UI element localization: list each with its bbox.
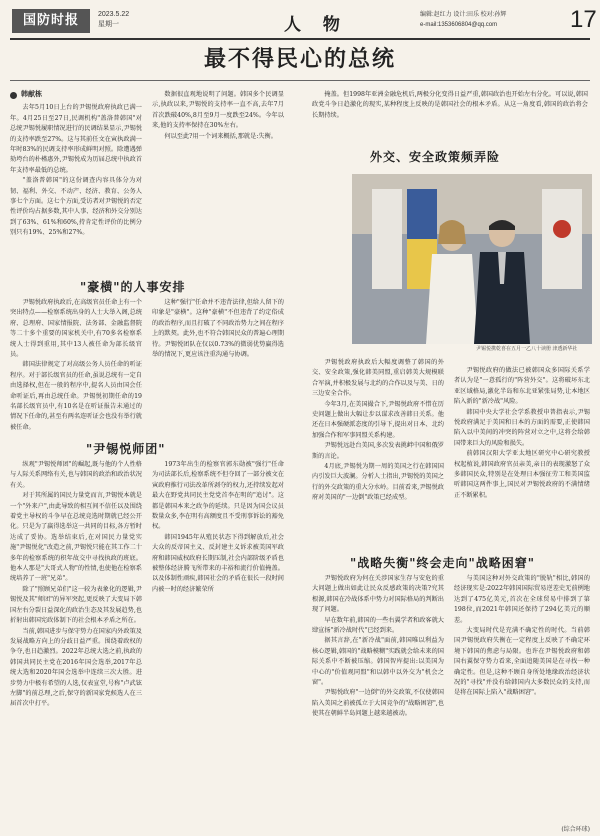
division-paragraph: 除了"照顾兄弟们"这一较为表象化的逻辑,尹锡悦及其"师团"的异军突起,更反映了大变局下韩国左右分裂日益深化的政治生态及其发展趋势,也折射出韩国宪政体制下的社会根本矛盾之所在。 [10,585,142,625]
division-paragraph: 韩国1945年从殖民状态下得到解放后,社会大众的反帝国主义、反封建主义诉求被美国军政府和韩国威权政府长期压制,社会内部阶级矛盾也被整体经济腾飞所带来的丰裕和流行价值掩盖。以及体制性顽疾,韩国社会的矛盾在很长一段时间内被一时的经济繁荣所 [152,533,284,593]
personnel-paragraph: 这种"强行"任命并不违背法律,但给人留下的印象是"豪横"。这种"豪横"不但违背了约定俗成的政治程序,而且打破了不同政治势力之间在程序上的默契。此外,也不符合韩国民众的普遍心理期待。尹锡悦团队在仅以0.73%的微弱优势赢得选举的情况下,更应该注重沟通与协调。 [152,299,284,359]
strategy-paragraph: 与美国这种对外交政策的"脱轨"相比,韩国的经济现实是:2022年韩国国际贸易逆差史无前例地达到了475亿美元,首次在全球贸易中排到了第198位,而2021年韩国还保持了294亿美元的顺差。 [454,575,590,624]
photo-caption: 尹锡悦携乾喜在五月一乙八十读册 津透新华社 [476,346,578,352]
masthead [10,6,597,40]
personnel-column-2 [152,298,284,418]
intro-paragraph: "盖洛普韩国"的这份调查内容具体分为对韧、福利、外交、不动产、经济、教育、公务人事七个方面。这七个方面,受访者对尹锡悦的否定性评价均占据多数,其中人事、经济和外交分别达到了63%、61%和60%,持肯定性评价的比例分别只有19%、25%和27%。 [10,177,142,237]
personnel-paragraph: 尹锡悦政府执政后,在高级官员任命上有一个突出特点——检察系统出身的人士大举入阁,总统府、总理府、国家情报院、法务部、金融监督院等二十多个重要的国家机关中,有70多名检察系统人士得到重用,其中13人被任命为部长级官员。 [10,299,142,359]
photo-illustration [352,174,592,344]
page-number: 17 [570,6,597,33]
division-paragraph: 当前,韩国进步与保守势力在国家内外政策及发展战略方向上的分歧日益严重。围绕着政权的争夺,也日趋激烈。2022年总统大选之前,执政的韩国共同民主党在2016年国会选举,2017年总统大选和2020年国会选举中连续三次大胜。进步势力中极有希望的人选,仅表宣堂,号称"卢武铉左脚"的前总理,之后,保守的新国家党候选人在三届首次中打平。 [10,627,142,708]
strategy-column-2 [454,574,590,822]
division-paragraph: 1973年出生的检察官郭东勋被"强行"任命为司法部长后,检察系统不但夺回了一部分被文在寅政府推行司法改革所剥夺的权力,还持续发起对最大在野党共同民主党党首李在明的"追讨"。这都是韩国本来之政争的延续。只是因为国会议员数量众多,李在明有高额度且不受刑事诉讼的豁免权。 [152,461,284,531]
strategy-paragraph: 早在数年前,韩国的一些右翼学者和政客就大肆宣扬"新冷战时代"已经到来。 [312,616,444,635]
division-paragraph: 对于其所属的国民力量党而言,尹锡悦本就是一个"外来户",由此导致的相互间不信任以及围绕着党主导权的斗争早在总统竞选时期就已经公开化。只是为了赢得选举这一共同的目标,各方暂时达成了妥协。选举结束后,在对国民力量党实施"尹锡悦化"改造之前,尹锡悦只能在其工作二十多年的检察系统的积年故交中寻找执政的班底。他本人那是"大哥式人物"的性情,也使他在检察系统培养了一班"兄弟"。 [10,492,142,583]
personnel-column-1 [10,298,142,431]
division-column-2 [152,460,284,826]
strategy-paragraph: 尹锡悦政府"一边倒"的外交政策,不仅使韩国陷入美国之前被孤立于大国竞争的"战略困窘",也使其在朝鲜半岛问题上越来越被动。 [312,689,444,718]
diplomacy-paragraph: 今年3月,在美国撮合下,尹锡悦政府不惜在历史问题上做出大幅让步以谋求改善韩日关系。他还在日本强硬派态度的引导下,提出对日本、北约加强合作和军事同盟关系构建。 [312,400,444,439]
strategy-paragraph: 据其言辞,在"新冷战"面前,韩国唯以利益为核心逻辑,韩国的"战略模糊"实践就会给未来的国际关系中不断被压缩。韩国智库提出:以美国为中心的"价值观同盟"和以韩中以外交为"机会之窗"。 [312,637,444,687]
editors-line: 编辑:赵红力 设计:田乐 校对:孙辉 [420,12,507,18]
division-paragraph: 纵观"尹锡悦师团"的崛起,既与他的个人性格与人际关系网络有关,也与韩国的政治和政治状况有关。 [10,461,142,489]
intro-paragraph: 去年5月10日上台的尹锡悦政府执政已满一年。4月25日至27日,民调机构"盖洛普韩国"对总统尹锡悦履职情况进行的民调结果显示,尹锡悦的支持率跌至27%。这与其前任文在寅执政满一年时83%的民调支持率形成鲜明对照。除遭遇弹劾垮台的朴槿惠外,尹锡悦成为历届总统中执政首年支持率最低的总统。 [10,104,142,174]
diplomacy-paragraph: 尹锡悦远赴台美国,多次发表挑衅中国和俄罗斯的言论。 [312,442,444,460]
section-heading-strategy: "战略失衡"终会走向"战略困窘" [350,556,536,570]
section-heading-division: "尹锡悦师团" [86,442,166,456]
date-text: 2023.5.22 [98,11,130,18]
personnel-paragraph: 韩国法律规定了对高级公务人员任命的听证程序。对于部长级官员的任命,虽说总统有一定自由选择权,但在一般的程序中,提名人员由国会任命听证后,再由总统任命。尹锡悦初期任命的19名部长级官员中,有10名是在听证报告未通过的情况下任命的,甚至有两名连听证会也没有举行就被任命。 [10,361,142,431]
division-column-1 [10,460,142,826]
source-footer: (综合环球) [561,826,590,833]
headline-divider [10,80,590,81]
byline [10,90,142,100]
weekday-text: 星期一 [98,21,119,28]
intro-paragraph: 何以至此?用一个词来概括,那就是:失衡。 [164,132,277,140]
diplomacy-column-2 [454,366,590,548]
issue-date [98,10,129,30]
diplomacy-paragraph: 4月底,尹锡悦为期一周的美国之行在韩国国内引发巨大波澜。分析人士指出,尹锡悦的美国之行的外交政策的重大分水岭。目前看来,尹锡悦政府对美国的"一边倒"政策已经成型。 [312,463,444,502]
intro-column-1 [10,90,142,260]
main-headline: 最不得民心的总统 [203,47,396,72]
section-heading-personnel: "豪横"的人事安排 [80,280,186,294]
author-name: 韩献栋 [21,91,42,98]
diplomacy-paragraph: 前韩国汉阳大学亚太地区研究中心研究教授权起植说,韩国政府官员亲美,亲日的表现激怒了众多韩国民众,特别是在处理日本强征劳工和美国监听韩国这两件事上,国民对尹锡悦政府的不满情绪正不断累积。 [454,450,590,499]
strategy-column-1 [312,574,444,822]
continuation-paragraph: 掩盖。但1998年亚洲金融危机后,两极分化变得日益严重,韩国政治也开始左右分化。可以说,韩国政党斗争日趋激化的现实,某种程度上反映的是韩国社会的根本矛盾。从这一角度看,韩国的政治将会长期持续。 [312,91,588,119]
top-right-text [312,90,588,136]
strategy-paragraph: 大变局时代是充满不确定性的时代。当前韩国尹锡悦政府失衡在一定程度上反映了不确定环境下韩国的焦虑与局限。也许在尹锡悦政府和韩国右翼保守势力看来,全面追随美国是在寻找一种确定性。但是,这种不顾自身所处地缘政治经济状况的"寻找"并没有给韩国内大多数民众的支持,而是将在国际上陷入"战略困窘"。 [454,627,590,697]
diplomacy-paragraph: 韩国中央大学社会学系教授申普指表示,尹锡悦政府满足于美国和日本的方面的需要,正使韩国陷入以中美间的冲突的阵营对立之中,这将会给韩国带来巨大的风险和损失。 [454,408,590,447]
diplomacy-column-1 [312,358,444,548]
diplomacy-paragraph: 尹锡悦政府的做法已被韩国众多国际关系学者认为是"一意孤行的"阵营外交"。这将破坏东北亚区域格局,激化半岛和东北亚紧张局势,让本地区陷入新的"新冷战"风险。 [454,367,590,406]
diplomacy-paragraph: 尹锡悦政府执政后大幅度调整了韩国的外交、安全政策,强化韩美同盟,重启韩美大规模联合军演,并积极发展与北约的合作以及与美、日的三边安全合作。 [312,359,444,398]
contact-email: e-mail:1353606804@qq.com [420,22,498,28]
newspaper-logo: 国防时报 [12,9,90,33]
news-photo [352,174,592,344]
editors-info [420,10,506,30]
section-heading-diplomacy: 外交、安全政策频弄险 [370,150,501,164]
pen-icon [10,92,17,99]
section-title: 人 物 [284,15,348,35]
intro-column-2 [152,90,284,260]
strategy-paragraph: 尹锡悦政府为何在关涉国家生存与安危的重大问题上做出如此让民众反感政策的决策?究其根源,韩国在冷战体系中势力对国际格局的判断出现了问题。 [312,575,444,614]
intro-paragraph: 数据很直观地说明了问题。韩国多个民调显示,执政以来,尹锡悦的支持率一直不高,去年7月首次跌破40%,8月至9月一度跌至24%。今年以来,他的支持率保持在30%左右。 [152,91,284,130]
